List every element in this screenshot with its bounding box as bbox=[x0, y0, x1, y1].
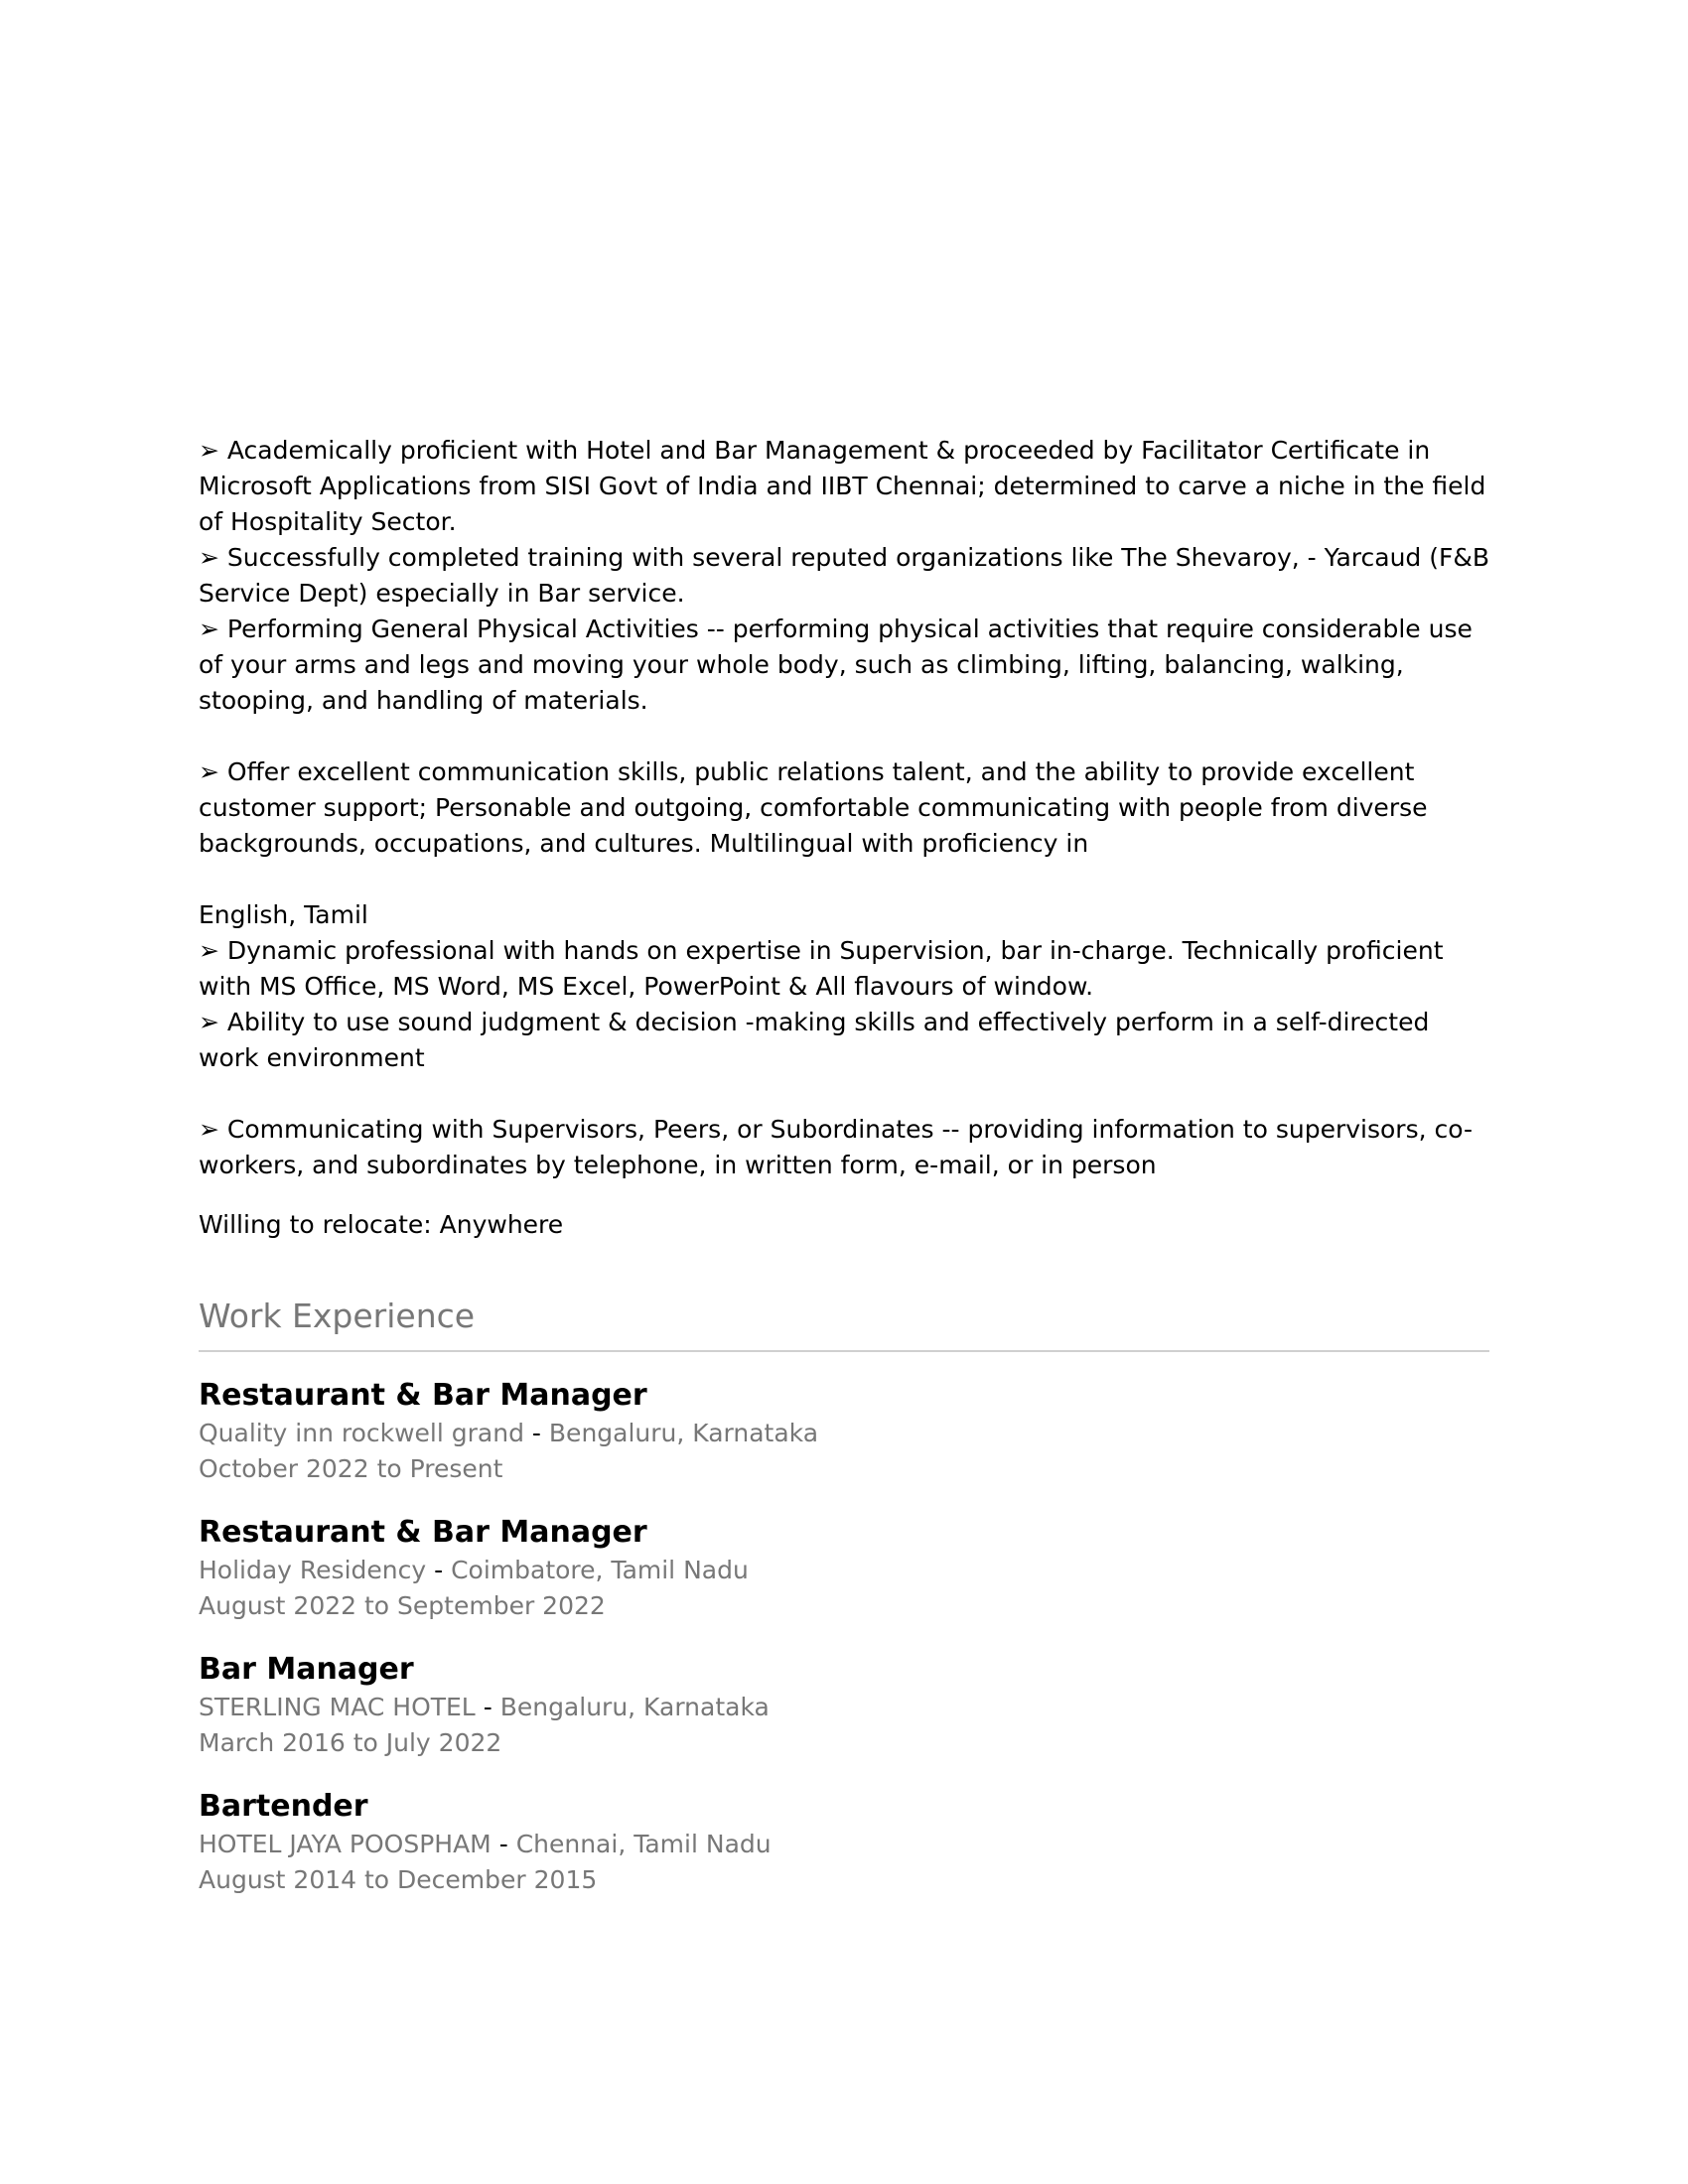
job-entry bbox=[199, 1650, 1489, 1761]
job-location: Bengaluru, Karnataka bbox=[499, 1693, 770, 1721]
job-location: Chennai, Tamil Nadu bbox=[515, 1830, 772, 1858]
work-experience-list bbox=[199, 1376, 1489, 1898]
separator: - bbox=[498, 1830, 508, 1858]
job-title: Restaurant & Bar Manager bbox=[199, 1515, 647, 1550]
summary-paragraph: ➢ Successfully completed training with several reputed organizations like The Shevaroy, - Yarcaud (F&B Service Dept) especially in Bar service. bbox=[199, 543, 1497, 608]
job-company-location bbox=[199, 1690, 1489, 1725]
job-dates: October 2022 to Present bbox=[199, 1454, 503, 1483]
job-company: HOTEL JAYA POOSPHAM bbox=[199, 1830, 492, 1858]
job-company: Holiday Residency bbox=[199, 1556, 427, 1584]
summary-paragraph: ➢ Dynamic professional with hands on expertise in Supervision, bar in-charge. Technically proficient with MS Office, MS Word, MS Excel, PowerPoint & All flavours of window. bbox=[199, 936, 1452, 1001]
job-dates: August 2022 to September 2022 bbox=[199, 1591, 606, 1620]
job-title: Bar Manager bbox=[199, 1652, 414, 1687]
job-entry bbox=[199, 1513, 1489, 1624]
job-dates: August 2014 to December 2015 bbox=[199, 1865, 598, 1894]
summary-paragraph: ➢ Ability to use sound judgment & decision -making skills and effectively perform in a self-directed work environment bbox=[199, 1008, 1438, 1072]
summary-paragraph: ➢ Performing General Physical Activities -- performing physical activities that require considerable use of your arms and legs and moving your whole body, such as climbing, lifting, balancing, walking, stooping, and handling of materials. bbox=[199, 614, 1480, 715]
job-entry bbox=[199, 1787, 1489, 1898]
separator: - bbox=[434, 1556, 444, 1584]
job-title: Restaurant & Bar Manager bbox=[199, 1378, 647, 1413]
job-entry bbox=[199, 1376, 1489, 1487]
summary-paragraph: ➢ Communicating with Supervisors, Peers, or Subordinates -- providing information to supervisors, co-workers, and subordinates by telephone, in written form, e-mail, or in person bbox=[199, 1115, 1474, 1179]
job-company-location bbox=[199, 1416, 1489, 1451]
job-company-location bbox=[199, 1553, 1489, 1588]
paragraph-gap bbox=[199, 862, 1489, 897]
job-location: Bengaluru, Karnataka bbox=[548, 1419, 819, 1447]
separator: - bbox=[531, 1419, 541, 1447]
work-experience-heading: Work Experience bbox=[199, 1295, 1489, 1352]
job-company-location bbox=[199, 1827, 1489, 1862]
job-company: STERLING MAC HOTEL bbox=[199, 1693, 476, 1721]
separator: - bbox=[483, 1693, 492, 1721]
summary-paragraph: ➢ Offer excellent communication skills, public relations talent, and the ability to provide excellent customer support; Personable and outgoing, comfortable communicating with people from diverse backgrounds, occupations, and cultures. Multilingual with proficiency in bbox=[199, 757, 1436, 858]
summary-paragraph: ➢ Academically proficient with Hotel and Bar Management & proceeded by Facilitator Certificate in Microsoft Applications from SISI Govt of India and IIBT Chennai; determined to carve a niche in the field of Hospitality Sector. bbox=[199, 436, 1494, 536]
job-dates: March 2016 to July 2022 bbox=[199, 1728, 502, 1757]
job-title: Bartender bbox=[199, 1789, 368, 1824]
resume-page bbox=[199, 433, 1497, 1898]
paragraph-gap bbox=[199, 719, 1489, 754]
languages-line: English, Tamil bbox=[199, 900, 368, 929]
relocation-preference: Willing to relocate: Anywhere bbox=[199, 1210, 564, 1239]
job-company: Quality inn rockwell grand bbox=[199, 1419, 524, 1447]
job-location: Coimbatore, Tamil Nadu bbox=[451, 1556, 749, 1584]
summary-section bbox=[199, 433, 1497, 1183]
paragraph-gap bbox=[199, 1076, 1489, 1112]
